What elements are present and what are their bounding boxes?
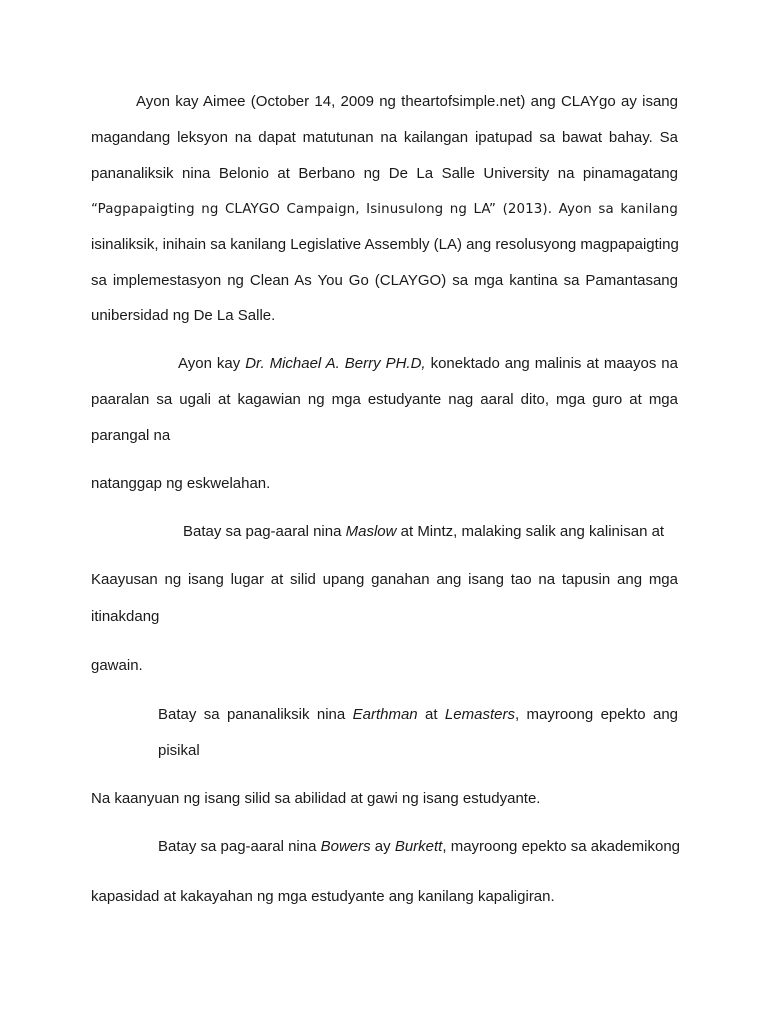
- paragraph-3-line-3: itinakdang: [91, 608, 160, 625]
- author-name-berry: Dr. Michael A. Berry PH.D,: [245, 355, 426, 372]
- author-name-bowers: Bowers: [320, 838, 371, 855]
- paragraph-1-line-1: Ayon kay Aimee (October 14, 2009 ng theartofsimple.net) ang CLAYgo ay isang: [136, 93, 678, 110]
- paragraph-3-line-2: Kaayusan ng isang lugar at silid upang ganahan ang isang tao na tapusin ang mga: [91, 571, 678, 588]
- paragraph-5-line-1: [158, 837, 681, 857]
- paragraph-2-lead: Ayon kay: [178, 355, 246, 372]
- paragraph-2-line-2: paaralan sa ugali at kagawian ng mga estudyante nag aaral dito, mga guro at mga: [91, 391, 678, 408]
- paragraph-5-conjunction: ay: [370, 838, 395, 855]
- paragraph-2-line-4: natanggap ng eskwelahan.: [91, 475, 271, 492]
- author-name-earthman: Earthman: [352, 706, 418, 723]
- author-name-maslow: Maslow: [345, 523, 397, 540]
- paragraph-4-conjunction: at: [417, 706, 445, 723]
- author-name-burkett: Burkett: [394, 838, 443, 855]
- paragraph-4-line-1: [158, 705, 678, 725]
- author-name-lemasters: Lemasters: [444, 706, 515, 723]
- paragraph-3-line-4: gawain.: [91, 657, 143, 674]
- paragraph-1-line-2: magandang leksyon na dapat matutunan na kailangan ipatupad sa bawat bahay. Sa: [91, 129, 678, 146]
- paragraph-2-tail: konektado ang malinis at maayos na: [425, 355, 678, 372]
- paragraph-5-tail: , mayroong epekto sa akademikong: [442, 838, 681, 855]
- paragraph-2-line-3: parangal na: [91, 427, 171, 444]
- paragraph-5-lead: Batay sa pag-aaral nina: [158, 838, 321, 855]
- paragraph-4-tail: , mayroong epekto ang: [514, 706, 679, 723]
- paragraph-1-line-7: unibersidad ng De La Salle.: [91, 307, 276, 324]
- paragraph-3-line-1: [183, 522, 678, 542]
- paragraph-1-line-4: “Pagpapaigting ng CLAYGO Campaign, Isinusulong ng LA” (2013). Ayon sa kanilang: [91, 202, 678, 217]
- paragraph-3-lead: Batay sa pag-aaral nina: [183, 523, 346, 540]
- paragraph-3-tail: at Mintz, malaking salik ang kalinisan at: [396, 523, 665, 540]
- paragraph-2-line-1: [178, 354, 678, 374]
- paragraph-5-line-2: kapasidad at kakayahan ng mga estudyante ang kanilang kapaligiran.: [91, 888, 555, 905]
- paragraph-4-lead: Batay sa pananaliksik nina: [158, 706, 353, 723]
- paragraph-1-line-3: pananaliksik nina Belonio at Berbano ng De La Salle University na pinamagatang: [91, 165, 678, 182]
- paragraph-1-line-6: sa implemestasyon ng Clean As You Go (CLAYGO) sa mga kantina sa Pamantasang: [91, 272, 678, 289]
- paragraph-4-line-2: pisikal: [158, 742, 200, 759]
- paragraph-1-line-5: isinaliksik, inihain sa kanilang Legislative Assembly (LA) ang resolusyong magpapaigting: [91, 236, 679, 253]
- paragraph-4-line-3: Na kaanyuan ng isang silid sa abilidad at gawi ng isang estudyante.: [91, 790, 541, 807]
